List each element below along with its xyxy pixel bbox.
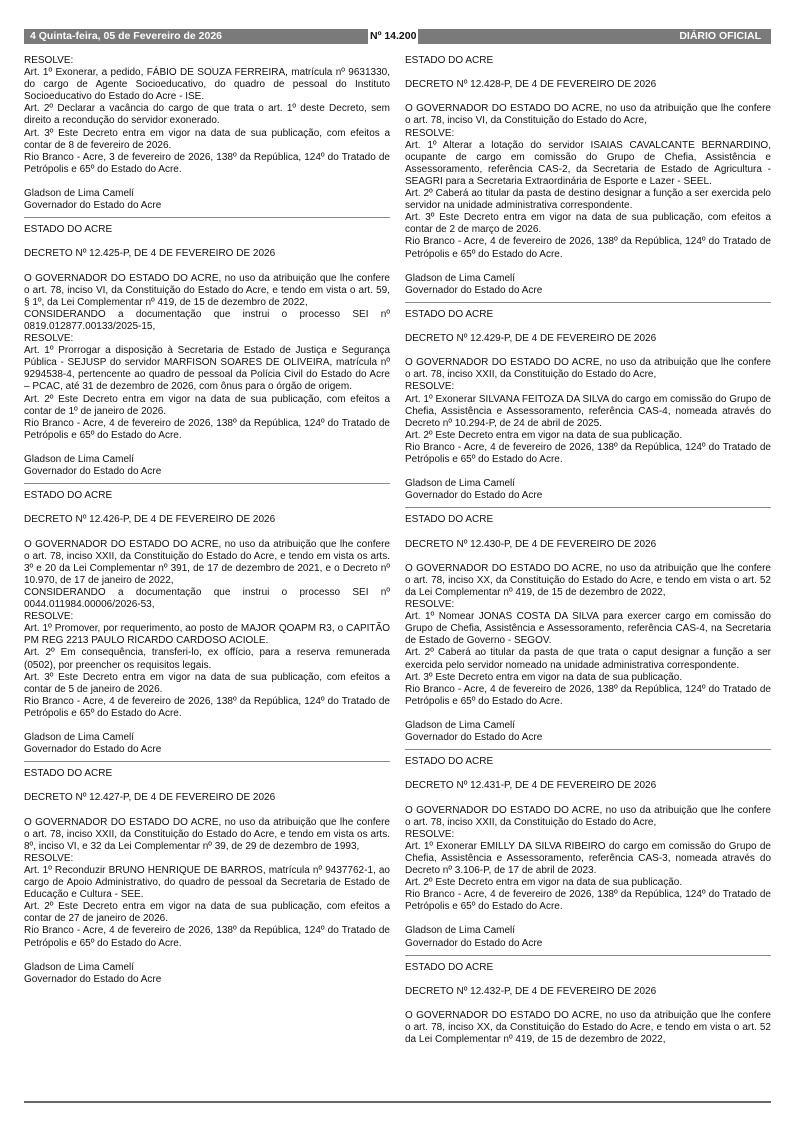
signature-role: Governador do Estado do Acre — [405, 732, 543, 744]
signature-role: Governador do Estado do Acre — [24, 744, 162, 756]
state-heading: ESTADO DO ACRE — [405, 756, 494, 768]
section-divider — [24, 761, 390, 762]
resolve-label: RESOLVE: — [405, 599, 455, 611]
article-text: Art. 3º Este Decreto entra em vigor na data de sua publicação, com efeitos a contar de 2 de março de 2026. — [405, 212, 771, 236]
resolve-label: RESOLVE: — [24, 852, 74, 864]
decree-block — [405, 962, 771, 1047]
decree-title: DECRETO Nº 12.428-P, DE 4 DE FEVEREIRO DE 2026 — [405, 79, 657, 91]
header-issue-number: Nº 14.200 — [370, 30, 417, 42]
resolve-label: RESOLVE: — [24, 55, 74, 66]
considering-text: CONSIDERANDO a documentação que instrui o processo SEI nº 0044.011984.00006/2026-53, — [24, 586, 390, 611]
state-heading: ESTADO DO ACRE — [24, 768, 113, 780]
decree-intro: O GOVERNADOR DO ESTADO DO ACRE, no uso da atribuição que lhe confere o art. 78, inciso XXII, da Constituição do Estado do Acre, — [405, 804, 771, 828]
resolve-label: RESOLVE: — [405, 381, 455, 393]
signature-name: Gladson de Lima Camelí — [405, 478, 516, 490]
article-text: Art. 2º Este Decreto entra em vigor na data de sua publicação, com efeitos a contar de 1º de janeiro de 2026. — [24, 393, 390, 417]
decree-block — [405, 756, 771, 950]
decree-block — [405, 514, 771, 744]
considering-text: CONSIDERANDO a documentação que instrui o processo SEI nº 0819.012877.00133/2025-15, — [24, 308, 390, 332]
state-heading: ESTADO DO ACRE — [405, 308, 494, 320]
state-heading: ESTADO DO ACRE — [24, 224, 113, 236]
decree-block — [24, 490, 390, 756]
signature-name: Gladson de Lima Camelí — [24, 454, 135, 465]
left-column — [24, 55, 390, 986]
article-text: Art. 2º Este Decreto entra em vigor na data de sua publicação. — [405, 429, 683, 441]
header-date: 4 Quinta-feira, 05 de Fevereiro de 2026 — [30, 30, 223, 42]
place-date-line: Rio Branco - Acre, 4 de fevereiro de 2026, 138º da República, 124º do Tratado de Petrópolis e 65º do Estado do Acre. — [405, 441, 771, 465]
decree-title: DECRETO Nº 12.429-P, DE 4 DE FEVEREIRO DE 2026 — [405, 333, 657, 345]
page-header — [24, 29, 771, 44]
article-text: Art. 3º Este Decreto entra em vigor na data de sua publicação, com efeitos a contar de 8 de fevereiro de 2026. — [24, 127, 390, 151]
place-date-line: Rio Branco - Acre, 4 de fevereiro de 2026, 138º da República, 124º do Tratado de Petrópolis e 65º do Estado do Acre. — [24, 695, 390, 719]
decree-intro: O GOVERNADOR DO ESTADO DO ACRE, no uso da atribuição que lhe confere o art. 78, inciso VI, da Constituição do Estado do Acre, e tendo em vista o art. 59, § 1º, da Lei Complementar nº 419, de 15 de dezembro de 2022, — [24, 272, 390, 308]
article-text: Art. 1º Reconduzir BRUNO HENRIQUE DE BARROS, matrícula nº 9437762-1, ao cargo de Apoio Administrativo, do quadro de pessoal da Secretaria de Estado de Educação e Cultura - SEE. — [24, 865, 390, 901]
signature-role: Governador do Estado do Acre — [405, 490, 543, 502]
decree-intro: O GOVERNADOR DO ESTADO DO ACRE, no uso da atribuição que lhe confere o art. 78, inciso XXII, da Constituição do Estado do Acre, e tendo em vista os arts. 3º e 20 da Lei Complementar nº 391, de 17 de dezembro de 2021, e o Decreto nº 10.970, de 17 de janeiro de 2022, — [24, 538, 390, 586]
article-text: Art. 1º Prorrogar a disposição à Secretaria de Estado de Justiça e Segurança Pública - SEJUSP do servidor MARFISON SOARES DE OLIVEIRA, matrícula nº 9294538-4, pertencente ao quadro de pessoal da Polícia Civil do Estado do Acre – PCAC, até 31 de dezembro de 2026, com ônus para o órgão de origem. — [24, 345, 390, 393]
section-divider — [24, 483, 390, 484]
decree-title: DECRETO Nº 12.431-P, DE 4 DE FEVEREIRO DE 2026 — [405, 780, 657, 792]
article-text: Art. 2º Este Decreto entra em vigor na data de sua publicação. — [405, 877, 683, 889]
section-divider — [405, 302, 771, 303]
signature-role: Governador do Estado do Acre — [24, 466, 162, 478]
signature-role: Governador do Estado do Acre — [405, 284, 543, 296]
signature-name: Gladson de Lima Camelí — [24, 188, 135, 200]
place-date-line: Rio Branco - Acre, 3 de fevereiro de 2026, 138º da República, 124º do Tratado de Petrópolis e 65º do Estado do Acre. — [24, 151, 390, 175]
decree-intro: O GOVERNADOR DO ESTADO DO ACRE, no uso da atribuição que lhe confere o art. 78, inciso XX, da Constituição do Estado do Acre, e tendo em vista o art. 52 da Lei Complementar nº 419, de 15 de dezembro de 2022, — [405, 1010, 771, 1046]
signature-name: Gladson de Lima Camelí — [405, 272, 516, 284]
decree-intro: O GOVERNADOR DO ESTADO DO ACRE, no uso da atribuição que lhe confere o art. 78, inciso XXII, da Constituição do Estado do Acre, — [405, 357, 771, 381]
signature-name: Gladson de Lima Camelí — [405, 719, 516, 731]
article-text: Art. 1º Exonerar, a pedido, FÁBIO DE SOUZA FERREIRA, matrícula nº 9631330, do cargo de Agente Socioeducativo, do quadro de pessoal do Instituto Socioeducativo do Estado do Acre - ISE. — [24, 67, 390, 103]
resolve-label: RESOLVE: — [405, 828, 455, 840]
footer-rule — [24, 1101, 771, 1103]
article-text: Art. 2º Em consequência, transferi-lo, ex offício, para a reserva remunerada (0502), por preencher os requisitos legais. — [24, 647, 390, 671]
article-text: Art. 3º Este Decreto entra em vigor na data de sua publicação. — [405, 671, 683, 683]
article-text: Art. 1º Exonerar EMILLY DA SILVA RIBEIRO do cargo em comissão do Grupo de Chefia, Assistência e Assessoramento, referência CAS-3, nomeada através do Decreto nº 3.106-P, de 17 de abril de 2023. — [405, 840, 771, 876]
decree-block — [24, 768, 390, 986]
place-date-line: Rio Branco - Acre, 4 de fevereiro de 2026, 138º da República, 124º do Tratado de Petrópolis e 65º do Estado do Acre. — [405, 683, 771, 707]
decree-title: DECRETO Nº 12.425-P, DE 4 DE FEVEREIRO DE 2026 — [24, 248, 276, 260]
decree-intro: O GOVERNADOR DO ESTADO DO ACRE, no uso da atribuição que lhe confere o art. 78, inciso VI, da Constituição do Estado do Acre, — [405, 103, 771, 127]
signature-name: Gladson de Lima Camelí — [24, 732, 135, 744]
article-text: Art. 2º Este Decreto entra em vigor na data de sua publicação, com efeitos a contar de 27 de janeiro de 2026. — [24, 901, 390, 925]
signature-name: Gladson de Lima Camelí — [405, 925, 516, 937]
decree-block — [405, 55, 771, 297]
decree-title: DECRETO Nº 12.427-P, DE 4 DE FEVEREIRO DE 2026 — [24, 792, 276, 804]
signature-role: Governador do Estado do Acre — [24, 200, 162, 212]
decree-block — [24, 224, 390, 478]
decree-intro: O GOVERNADOR DO ESTADO DO ACRE, no uso da atribuição que lhe confere o art. 78, inciso XXII, da Constituição do Estado do Acre, e tendo em vista os arts. 8º, inciso VI, e 32 da Lei Complementar nº 39, de 29 de dezembro de 1993, — [24, 816, 390, 852]
article-text: Art. 2º Caberá ao titular da pasta de destino designar a função a ser exercida pelo servidor na unidade administrativa correspondente. — [405, 188, 771, 212]
resolve-label: RESOLVE: — [24, 333, 74, 345]
decree-title: DECRETO Nº 12.426-P, DE 4 DE FEVEREIRO DE 2026 — [24, 514, 276, 526]
resolve-label: RESOLVE: — [24, 611, 74, 623]
place-date-line: Rio Branco - Acre, 4 de fevereiro de 2026, 138º da República, 124º do Tratado de Petrópolis e 65º do Estado do Acre. — [24, 925, 390, 949]
place-date-line: Rio Branco - Acre, 4 de fevereiro de 2026, 138º da República, 124º do Tratado de Petrópolis e 65º do Estado do Acre. — [24, 417, 390, 441]
article-text: Art. 2º Declarar a vacância do cargo de que trata o art. 1º deste Decreto, sem direito a recondução do servidor exonerado. — [24, 103, 390, 127]
header-title: DIÁRIO OFICIAL — [679, 30, 761, 42]
article-text: Art. 1º Promover, por requerimento, ao posto de MAJOR QOAPM R3, o CAPITÃO PM REG 2213 PAULO RICARDO CARDOSO ACIOLE. — [24, 623, 390, 647]
signature-name: Gladson de Lima Camelí — [24, 961, 135, 973]
article-text: Art. 1º Nomear JONAS COSTA DA SILVA para exercer cargo em comissão do Grupo de Chefia, Assistência e Assessoramento, referência CAS-4, na Secretaria de Estado de Governo - SEGOV. — [405, 611, 771, 647]
state-heading: ESTADO DO ACRE — [405, 55, 494, 66]
place-date-line: Rio Branco - Acre, 4 de fevereiro de 2026, 138º da República, 124º do Tratado de Petrópolis e 65º do Estado do Acre. — [405, 889, 771, 913]
article-text: Art. 3º Este Decreto entra em vigor na data de sua publicação, com efeitos a contar de 5 de janeiro de 2026. — [24, 671, 390, 695]
decree-title: DECRETO Nº 12.430-P, DE 4 DE FEVEREIRO DE 2026 — [405, 538, 657, 550]
article-text: Art. 2º Caberá ao titular da pasta de que trata o caput designar a função a ser exercida pelo servidor nomeado na unidade administrativa correspondente. — [405, 647, 771, 671]
decree-title: DECRETO Nº 12.432-P, DE 4 DE FEVEREIRO DE 2026 — [405, 985, 657, 997]
article-text: Art. 1º Exonerar SILVANA FEITOZA DA SILVA do cargo em comissão do Grupo de Chefia, Assistência e Assessoramento, referência CAS-4, nomeada através do Decreto nº 10.294-P, de 24 de abril de 2025. — [405, 393, 771, 429]
section-divider — [405, 507, 771, 508]
right-column — [405, 55, 771, 1046]
signature-role: Governador do Estado do Acre — [405, 937, 543, 949]
section-divider — [24, 217, 390, 218]
decree-block — [405, 309, 771, 503]
signature-role: Governador do Estado do Acre — [24, 973, 162, 985]
state-heading: ESTADO DO ACRE — [405, 514, 494, 526]
section-divider — [405, 749, 771, 750]
place-date-line: Rio Branco - Acre, 4 de fevereiro de 2026, 138º da República, 124º do Tratado de Petrópolis e 65º do Estado do Acre. — [405, 236, 771, 260]
section-divider — [405, 955, 771, 956]
resolve-label: RESOLVE: — [405, 127, 455, 139]
decree-block — [24, 55, 390, 212]
decree-intro: O GOVERNADOR DO ESTADO DO ACRE, no uso da atribuição que lhe confere o art. 78, inciso XX, da Constituição do Estado do Acre, e tendo em vista o art. 52 da Lei Complementar nº 419, de 15 de dezembro de 2022, — [405, 562, 771, 598]
article-text: Art. 1º Alterar a lotação do servidor ISAIAS CAVALCANTE BERNARDINO, ocupante de cargo em comissão do Grupo de Chefia, Assistência e Assessoramento, referência CAS-2, da Secretaria de Estado de Agricultura - SEAGRI para a Secretaria Extraordinária de Esporte e Lazer - SEEL. — [405, 139, 771, 187]
state-heading: ESTADO DO ACRE — [405, 961, 494, 973]
state-heading: ESTADO DO ACRE — [24, 490, 113, 502]
